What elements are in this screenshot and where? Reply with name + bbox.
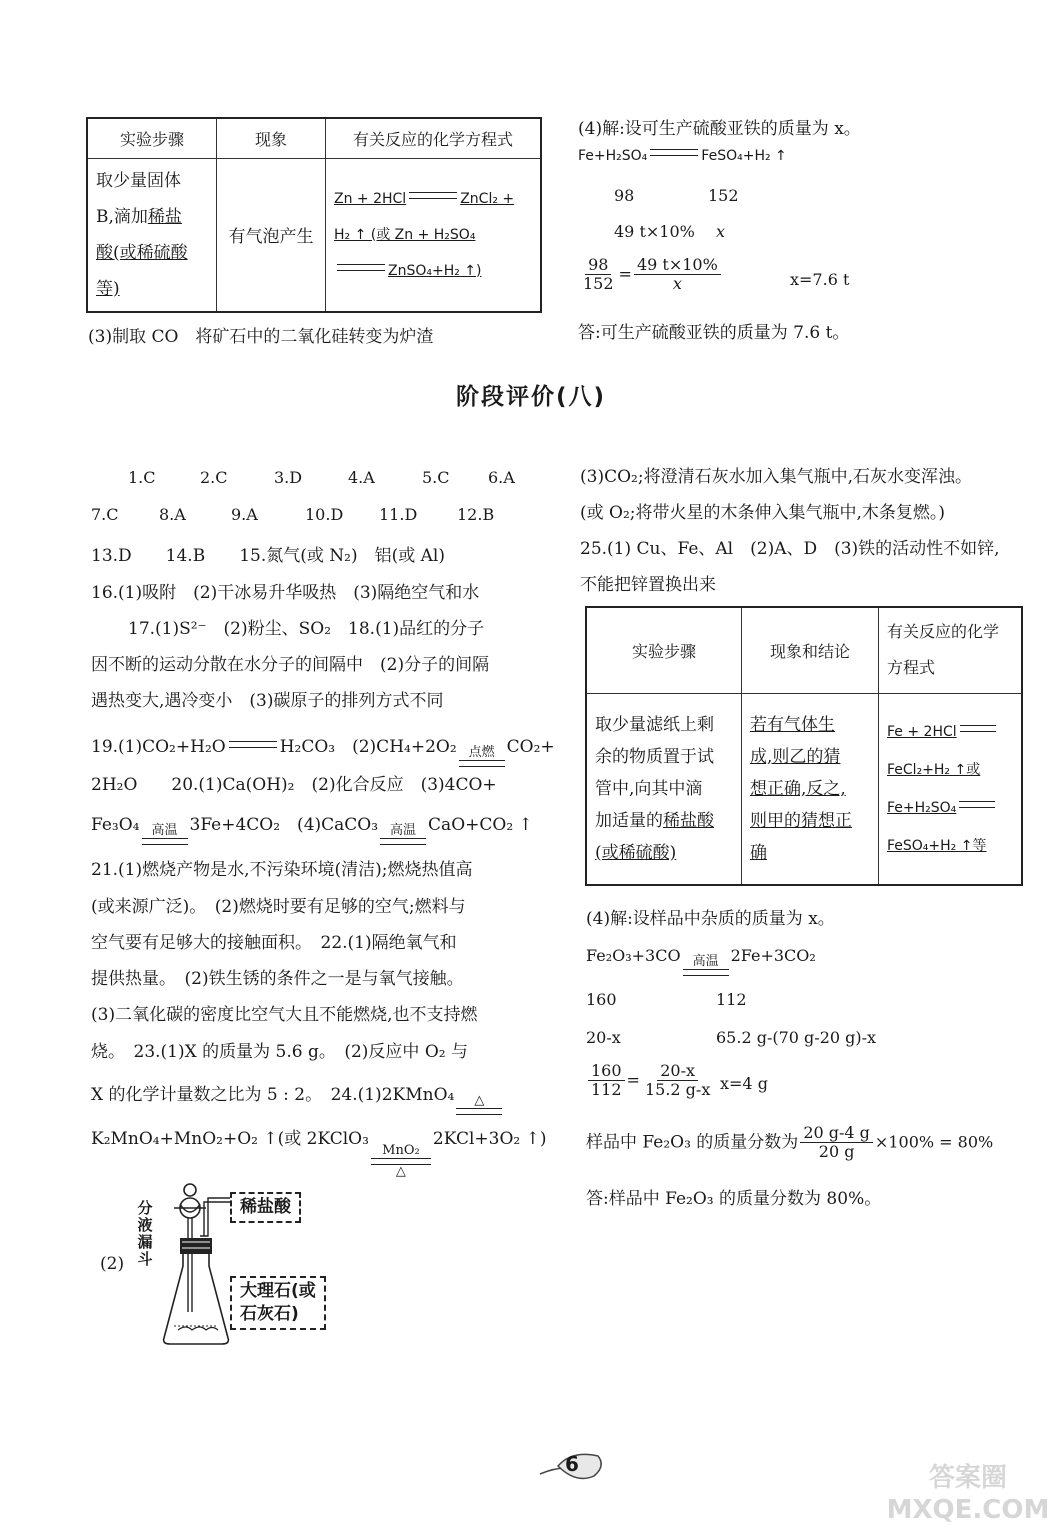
line-16: 16.(1)吸附 (2)干冰易升华吸热 (3)隔绝空气和水 bbox=[91, 583, 480, 603]
line-24a: X 的化学计量数之比为 5 : 2。 24.(1)2KMnO₄ △ bbox=[91, 1080, 504, 1115]
apparatus-flask-diagram bbox=[150, 1180, 240, 1350]
section-title: 阶段评价(八) bbox=[455, 384, 607, 410]
line-24-3a: (3)CO₂;将澄清石灰水加入集气瓶中,石灰水变浑浊。 bbox=[580, 467, 972, 487]
calc-right-m1: 160 bbox=[586, 990, 617, 1009]
th-equation: 有关反应的化学方程式 bbox=[326, 118, 542, 158]
calc-right-intro: (4)解:设样品中杂质的质量为 x。 bbox=[586, 909, 835, 929]
calc-top-v1: 49 t×10% bbox=[614, 222, 695, 241]
td-equation: Zn + 2HCl ZnCl₂ + H₂ ↑ (或 Zn + H₂SO₄ ZnSO₄+H₂ ↑) bbox=[326, 158, 542, 312]
line-13: 13.D 14.B 15.氮气(或 N₂) 铝(或 Al) bbox=[91, 546, 445, 566]
calc-right-proportion: $\frac{160}{112}$ = $\frac{20-x}{15.2 g-x}$ bbox=[586, 1062, 715, 1100]
line-18b: 遇热变大,遇冷变小 (3)碳原子的排列方式不同 bbox=[91, 691, 444, 711]
watermark: 答案圈 MXQE.COM bbox=[886, 1463, 1050, 1525]
calc-top-v2: x bbox=[716, 222, 726, 241]
calc-right-result: x=4 g bbox=[720, 1074, 768, 1093]
calc-top-intro: (4)解:设可生产硫酸亚铁的质量为 x。 bbox=[578, 119, 861, 139]
td2-step: 取少量滤纸上剩 余的物质置于试 管中,向其中滴 加适量的稀盐酸 (或稀硫酸) bbox=[586, 693, 742, 885]
line-25a: 25.(1) Cu、Fe、Al (2)A、D (3)铁的活动性不如锌, bbox=[580, 539, 1000, 559]
td2-result: 若有气体生 成,则乙的猜 想正确,反之, 则甲的猜想正 确 bbox=[742, 693, 879, 885]
line-21a: 21.(1)燃烧产物是水,不污染环境(清洁);燃烧热值高 bbox=[91, 860, 473, 880]
line-20b: Fe₃O₄ 高温 3Fe+4CO₂ (4)CaCO₃ 高温 CaO+CO₂ ↑ bbox=[91, 810, 533, 845]
calc-right-answer: 答:样品中 Fe₂O₃ 的质量分数为 80%。 bbox=[586, 1189, 882, 1209]
th-step: 实验步骤 bbox=[87, 118, 217, 158]
td2-equation: Fe + 2HCl FeCl₂+H₂ ↑或 Fe+H₂SO₄ FeSO₄+H₂ ↑等 bbox=[879, 693, 1023, 885]
th2-result: 现象和结论 bbox=[742, 607, 879, 693]
td-phenomenon: 有气泡产生 bbox=[217, 158, 326, 312]
line-3-left: (3)制取 CO 将矿石中的二氧化硅转变为炉渣 bbox=[88, 327, 434, 347]
line-19: 19.(1)CO₂+H₂O H₂CO₃ (2)CH₄+2O₂ 点燃 CO₂+ bbox=[91, 732, 555, 767]
line-18a: 因不断的运动分散在水分子的间隔中 (2)分子的间隔 bbox=[91, 655, 490, 675]
calc-right-mass-fraction: 样品中 Fe₂O₃ 的质量分数为 $\frac{20 g-4 g}{20 g}$ ×100% = 80% bbox=[586, 1123, 994, 1162]
experiment-table-right bbox=[585, 606, 1023, 886]
calc-right-v2: 65.2 g-(70 g-20 g)-x bbox=[716, 1028, 877, 1047]
calc-right-v1: 20-x bbox=[586, 1028, 621, 1047]
line-24b: K₂MnO₄+MnO₂+O₂ ↑(或 2KClO₃ MnO₂ △ 2KCl+3O₂ ↑) bbox=[91, 1129, 547, 1179]
line-22a: 提供热量。 (2)铁生锈的条件之一是与氧气接触。 bbox=[91, 969, 464, 989]
calc-top-m2: 152 bbox=[708, 186, 739, 205]
line-20: 2H₂O 20.(1)Ca(OH)₂ (2)化合反应 (3)4CO+ bbox=[91, 775, 497, 795]
line-23: 烧。 23.(1)X 的质量为 5.6 g。 (2)反应中 O₂ 与 bbox=[91, 1042, 468, 1062]
line-24-3b: (或 O₂;将带火星的木条伸入集气瓶中,木条复燃。) bbox=[580, 503, 946, 523]
td-step: 取少量固体 B,滴加稀盐 酸(或稀硫酸 等) bbox=[87, 158, 217, 312]
mc-row-2: 7.C 8.A 9.A 10.D 11.D 12.B bbox=[91, 505, 495, 524]
line-25b: 不能把锌置换出来 bbox=[580, 575, 716, 595]
calc-right-m2: 112 bbox=[716, 990, 747, 1009]
funnel-label: 分 液 漏 斗 bbox=[137, 1199, 153, 1268]
line-24-2: (2) bbox=[100, 1254, 125, 1274]
calc-top-equation: Fe+H₂SO₄ FeSO₄+H₂ ↑ bbox=[578, 148, 787, 164]
label-marble: 大理石(或石灰石) bbox=[230, 1276, 326, 1330]
calc-top-proportion: $\frac{98}{152}$ = $\frac{49 t\times 10\%}{x}$ bbox=[578, 256, 723, 294]
mc-row-1: 1.C 2.C 3.D 4.A 5.C 6.A bbox=[128, 468, 515, 487]
th-phenomenon: 现象 bbox=[217, 118, 326, 158]
page-number: 6 bbox=[565, 1452, 579, 1476]
line-17: 17.(1)S²⁻ (2)粉尘、SO₂ 18.(1)品红的分子 bbox=[128, 619, 485, 639]
line-21b: (或来源广泛)。 (2)燃烧时要有足够的空气;燃料与 bbox=[91, 897, 466, 917]
calc-right-equation: Fe₂O₃+3CO 高温 2Fe+3CO₂ bbox=[586, 946, 816, 976]
line-21c: 空气要有足够大的接触面积。 22.(1)隔绝氧气和 bbox=[91, 933, 457, 953]
calc-top-answer: 答:可生产硫酸亚铁的质量为 7.6 t。 bbox=[578, 323, 850, 343]
line-22b: (3)二氧化碳的密度比空气大且不能燃烧,也不支持燃 bbox=[91, 1005, 478, 1025]
calc-top-m1: 98 bbox=[614, 186, 635, 205]
th2-step: 实验步骤 bbox=[586, 607, 742, 693]
th2-equation: 有关反应的化学方程式 bbox=[879, 607, 1023, 693]
label-dilute-hcl: 稀盐酸 bbox=[230, 1192, 301, 1223]
calc-top-result: x=7.6 t bbox=[790, 270, 850, 289]
experiment-table-top bbox=[86, 117, 542, 313]
